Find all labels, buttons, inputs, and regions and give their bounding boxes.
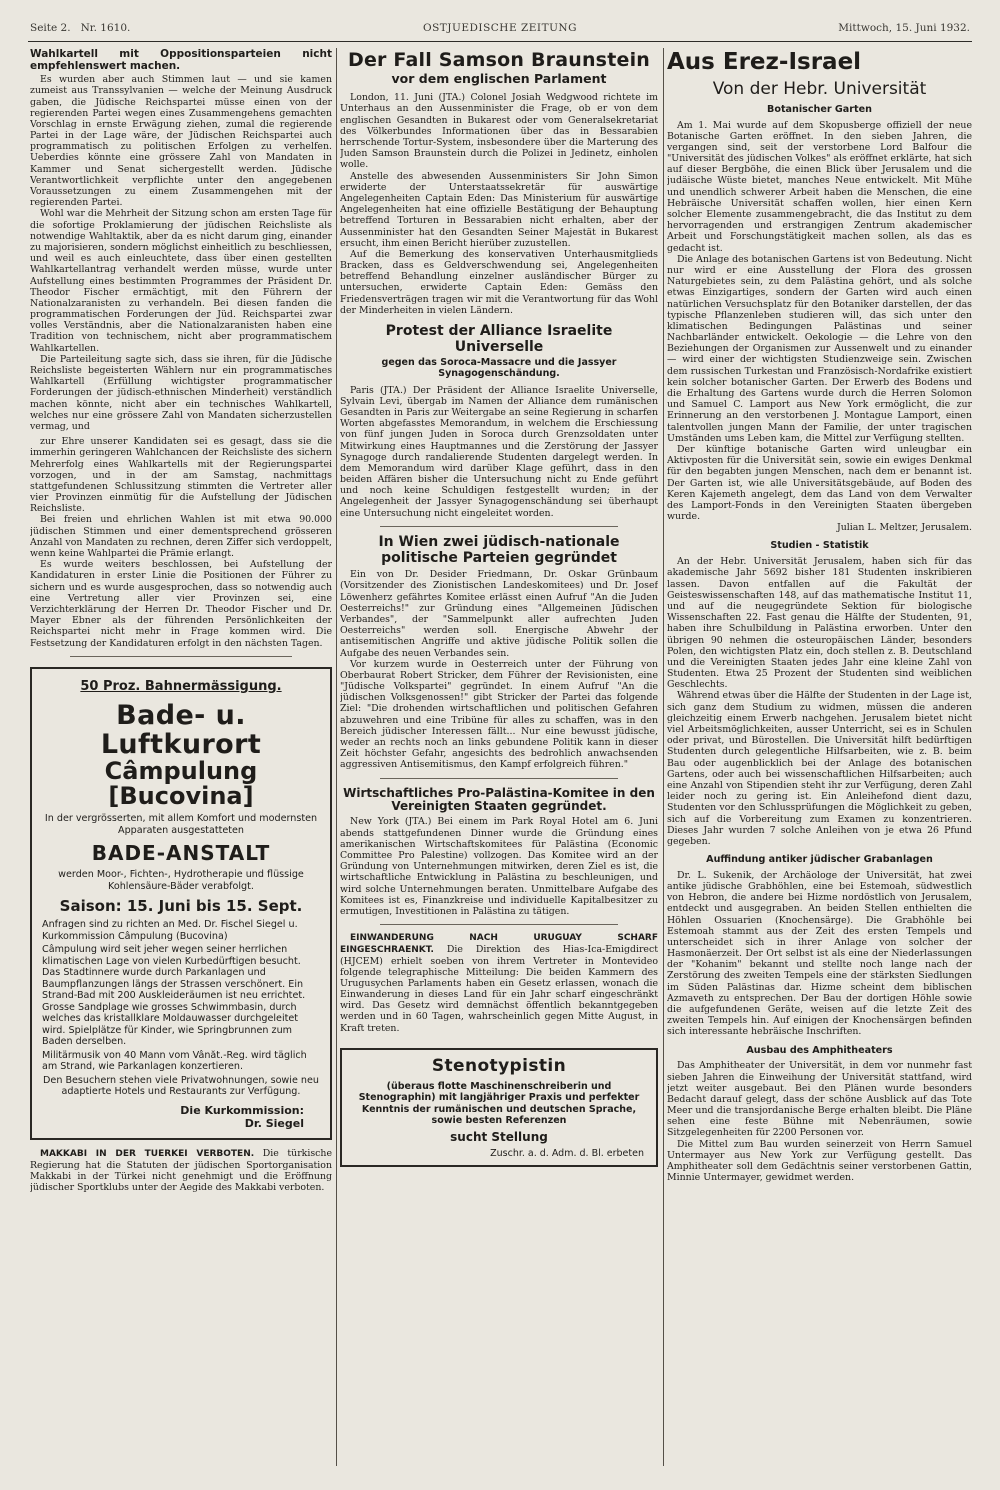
paragraph: Das Amphitheater der Universität, in dem vor nunmehr fast sieben Jahren die Einweihung der Universität stattfand, wird jetzt weiter ausgebaut. Bei den Plänen wurde besonders Bedacht darauf gelegt, dass der schöne Ausblick auf das Tote Meer und die transjordanische Berge erhalten bleibt. Die Pläne sehen eine feste Bühne mit Nebenräumen, sowie Sitzgelegenheiten für 2200 Personen vor. [667, 1060, 972, 1139]
ad-music: Militärmusik von 40 Mann vom Vânăt.-Reg. wird täglich am Strand, wie Parkanlagen konzertieren. [42, 1049, 307, 1073]
divider [380, 924, 618, 925]
column-middle [340, 48, 658, 1478]
article-subtitle: vor dem englischen Parlament [391, 71, 607, 87]
ad-inquiries: Anfragen sind zu richten an Med. Dr. Fischel Siegel u. Kurkommission Câmpulung (Bucovina) [42, 919, 298, 942]
paragraph: Es wurden aber auch Stimmen laut — und sie kamen zumeist aus Transsylvanien — welche der Meinung Ausdruck gaben, die Jüdische Reichspartei müsse einen von der regierenden Partei wegen eines Zusammengehens gemachten Vorschlag in ernste Erwägung ziehen, zumal die regierende Partei in der Lage wäre, der Jüdischen Reichspartei auch programmatisch zu politischen Erfolgen zu verhelfen. Ueberdies könnte eine grössere Zahl von Mandaten in Kammer und Senat sichergestellt werden. Jüdische Verantwortlichkeit verpflichte unter den angegebenen Voraussetzungen zu einem Zusammengehen mit der regierenden Partei. [30, 74, 332, 209]
column-divider [336, 48, 337, 1466]
ad-signature-label: Die Kurkommission: [180, 1103, 304, 1117]
uruguay-notice [340, 932, 658, 1034]
paragraph: Es wurde weiters beschlossen, bei Aufstellung der Kandidaturen in erster Linie die Positionen der Führer zu sichern und es wurde ausgesprochen, dass so notwendig auch eine Vertretung aller vier Provinzen sei, eine Verzichterklärung der Herren Dr. Theodor Fischer und Dr. Mayer Ebner als der führenden Persönlichkeiten der Reichspartei nicht mehr in Frage kommen wird. Die Festsetzung der Kandidaturen erfolgt in den nächsten Tagen. [30, 559, 332, 649]
paragraph: Der künftige botanische Garten wird unleugbar ein Aktivposten für die Universität sein, sowie ein ewiges Denkmal für den begabten jungen Menschen, nach dem er benannt ist. Der Garten ist, wie alle Universitätsgebäude, auf Boden des Keren Kajemeth angelegt, dem das Land von dem Verwalter des Lamport-Fonds in den Vereinigten Staaten übergeben wurde. [667, 443, 972, 523]
divider [380, 526, 618, 527]
paragraph: Paris (JTA.) Der Präsident der Alliance Israelite Universelle, Sylvain Levi, übergab im Namen der Alliance dem rumänischen Gesandten in Paris zur Weitergabe an seine Regierung in scharfen Worten abgefasstes Memorandum, in welchem die Erschiessung von fünf jungen Juden in Soroca durch Grenzsoldaten unter Mitwirkung eines Hauptmannes und die Zerstörung der Jassyer Synagoge durch randalierende Studenten dargelegt werden. In dem Memorandum wird darüber Klage geführt, dass in den beiden Affären bisher die Untersuchung nicht zu Ende geführt und noch keine Schuldigen festgestellt wurden; in der Angelegenheit der Jassyer Synagogenschändung sei überhaupt eine Untersuchung nicht eingeleitet worden. [340, 384, 658, 519]
page-number: Seite 2. Nr. 1610. [30, 22, 131, 34]
section-subheading: gegen das Soroca-Massacre und die Jassyer Synagogenschändung. [381, 357, 617, 379]
page-header [30, 18, 970, 38]
article-heading: Wahlkartell mit Oppositionsparteien nicht empfehlenswert machen. [30, 48, 332, 73]
ad-discount: 50 Proz. Bahnermässigung. [80, 678, 282, 694]
issue-date: Mittwoch, 15. Juni 1932. [838, 22, 970, 34]
ad-signature: Dr. Siegel [244, 1117, 304, 1131]
ad-season: Saison: 15. Juni bis 15. Sept. [59, 897, 303, 916]
section-heading: Wirtschaftliches Pro-Palästina-Komitee in den Vereinigten Staaten gegründet. [343, 785, 655, 814]
paragraph: London, 11. Juni (JTA.) Colonel Josiah Wedgwood richtete im Unterhaus an den Aussenminister die Frage, ob er von dem englischen Gesandten in Bukarest oder vom Generalsekretariat des Völkerbundes Informationen über das in Bessarabien herrschende Tortur-System, insbesondere über die Marterung des Juden Samson Braunstein durch die Polizei in Jedinetz, einholen wolle. [340, 92, 658, 171]
paragraph: Die Mittel zum Bau wurden seinerzeit von Herrn Samuel Untermayer aus New York zur Verfügung gestellt. Das Amphitheater soll dem Gedächtnis seiner verstorbenen Gattin, Minnie Untermayer, gewidmet werden. [667, 1138, 972, 1184]
section-heading: Protest der Alliance Israelite Universelle [385, 323, 613, 355]
article-subtitle: Von der Hebr. Universität [712, 78, 927, 99]
ad-contact: Zuschr. a. d. Adm. d. Bl. erbeten [490, 1147, 644, 1159]
paragraph: Bei freien und ehrlichen Wahlen ist mit etwa 90.000 jüdischen Stimmen und einer dementsprechend grösseren Anzahl von Mandaten zu rechnen, deren Ziffer sich verdoppelt, wenn keine Wahlpartei die Prämie erlangt. [30, 514, 332, 559]
section-heading: In Wien zwei jüdisch-nationale politische Parteien gegründet [378, 533, 620, 566]
advertisement-spa [30, 667, 332, 1141]
section-heading: Botanischer Garten [767, 103, 872, 115]
ad-title: Stenotypistin [431, 1055, 567, 1076]
column-divider [663, 48, 664, 1466]
section-heading: Studien - Statistik [770, 540, 869, 552]
paragraph: Die Parteileitung sagte sich, dass sie ihren, für die Jüdische Reichsliste begeisterten Wählern nur ein programmatisches Wahlkartell (Erfüllung wichtigster programmatischer Forderungen der jüdisch-ethnischen Minderheit) verständlich machen könnte, nicht aber ein technisches Wahlkartell, welches nur eine grössere Zahl von Mandaten sicherzustellen vermag, und [30, 353, 332, 432]
author-credit: Julian L. Meltzer, Jerusalem. [836, 522, 972, 534]
section-heading: Auffindung antiker jüdischer Grabanlagen [706, 854, 933, 866]
makkabi-notice [30, 1148, 332, 1193]
ad-intro: In der vergrösserten, mit allem Komfort und modernsten Apparaten ausgestatteten [44, 813, 318, 836]
paragraph: Ein von Dr. Desider Friedmann, Dr. Oskar Grünbaum (Vorsitzender des Zionistischen Landeskomitees) und Dr. Josef Löwenherz gefährtes Komitee erlässt einen Aufruf "An die Juden Oesterreichs!" zur Gründung eines "Allgemeinen Jüdischen Verbandes", der "Sammelpunkt aller aufrechten Juden Oesterreichs" werden soll. Energische Abwehr der antisemitischen Angriffe und aktive jüdische Politik sollen die Aufgabe des neuen Verbandes sein. [340, 569, 658, 659]
paragraph: zur Ehre unserer Kandidaten sei es gesagt, dass sie die immerhin geringeren Wahlchancen der Reichsliste des sichern Mehrerfolg eines Wahlkartells mit der Regierungspartei vorzogen, und in der am Samstag, nachmittags stattgefundenen Schlussitzung stimmten die Vertreter aller vier Provinzen einmütig für die Aufstellung der Jüdischen Reichsliste. [30, 436, 332, 515]
ad-cta: sucht Stellung [450, 1129, 548, 1144]
paragraph: Die Anlage des botanischen Gartens ist von Bedeutung. Nicht nur wird er eine Ausstellung der Flora des grossen Naturgebietes sein, zu dem Palästina gehört, und als solche etwas Einzigartiges, sondern der Garten wird auch einen natürlichen Versuchsplatz für den Botaniker darstellen, der das typische Pflanzenleben studieren will, das sich unter den klimatischen Bedingungen Palästinas und seiner Nachbarländer entwickelt. Oekologie — die Lehre von den Beziehungen der Organismen zur Aussenwelt und zu einander — wird einer der wichtigsten Studienzweige sein. Zwischen dem russischen Turkestan und Französisch-Nordafrike existiert kein solcher botanischer Garten. Der Erwerb des Bodens und die Erhaltung des Gartens wurde durch die Herren Solomon und Samuel C. Lamport aus New York ermöglicht, die zur Erinnerung an den verstorbenen J. Montague Lamport, einen talentvollen jungen Mann der Familie, der unter tragischen Umständen ums Leben kam, die Mittel zur Verfügung stellten. [667, 253, 972, 444]
advertisement-stenotypist [340, 1048, 658, 1167]
ad-body: Câmpulung wird seit jeher wegen seiner herrlichen klimatischen Lage von vielen Kurbedürftigen besucht. Das Stadtinnere wurde durch Parkanlagen und Baumpflanzungen längs der Strassen verschönert. Ein Strand-Bad mit 200 Auskleideräumen ist neu errichtet. Grosse Sandplage wie grosses Schwimmbasin, durch welches das kristallklare Moldauwasser durchgeleitet wird. Spielplätze für Kinder, wie Springbrunnen zum Baden derselben. [42, 944, 306, 1048]
paragraph: Dr. L. Sukenik, der Archäologe der Universität, hat zwei antike jüdische Grabhöhlen, eine bei Estemoah, südwestlich von Hebron, die andere bei Hizme nordöstlich von Jerusalem, entdeckt und ausgegraben. An beiden Stellen enthielten die Höhlen Ossuarien (Knochensärge). Die Grabhöhle bei Estemoah stammt aus der Zeit des ersten Tempels und unterscheidet sich in ihrer Anlage von solcher der Hasmonäerzeit. Der Ort selbst ist als eine der Niederlassungen der "Kohanim" bekannt und stellte noch lange nach der Zerstörung des zweiten Tempels eine der stärksten Siedlungen im Süden Palästinas dar. Hizme scheint dem biblischen Azmaveth zu entsprechen. Der Bau der dortigen Höhle sowie die aufgefundenen Geräte, weisen auf die letzte Zeit des zweiten Tempels hin. Auf einigen der Knochensärgen befinden sich interessante hebräische Inschriften. [667, 869, 972, 1038]
ad-baths: werden Moor-, Fichten-, Hydrotherapie und flüssige Kohlensäure-Bäder verabfolgt. [58, 869, 304, 892]
masthead: OSTJUEDISCHE ZEITUNG [422, 22, 578, 34]
ad-town: Câmpulung [Bucovina] [104, 756, 258, 811]
makkabi-title: MAKKABI IN DER TUERKEI VERBOTEN. [40, 1149, 255, 1160]
paragraph: Während etwas über die Hälfte der Studenten in der Lage ist, sich ganz dem Studium zu widmen, müssen die anderen gleichzeitig einem Erwerb nachgehen. Jerusalem bietet nicht viel Arbeitsmöglichkeiten, ausser Unterricht, sei es in Schulen oder privat, und Bürostellen. Die Universität hilft bedürftigen Studenten durch gelegentliche Hilfsarbeiten, wie z. B. beim Bau oder augenblicklich bei der Anlage des botanischen Gartens, oder auch bei wissenschaftlichen Hilfsarbeiten; auch eine Anzahl von Stipendien steht ihr zur Verfügung, deren Zahl leider noch zu gering ist. Ein Anleihefond dient dazu, Studenten vor den Schlussprüfungen die Möglichkeit zu geben, sich auf die Vorbereitung zum Examen zu konzentrieren. Dieses Jahr wurden 7 solche Anleihen von je etwa 26 Pfund gegeben. [667, 690, 972, 847]
column-left [30, 48, 332, 1478]
article-title: Der Fall Samson Braunstein [347, 49, 651, 71]
ad-resort-title: Bade- u. Luftkurort [100, 700, 262, 760]
section-heading: Ausbau des Amphitheaters [746, 1044, 893, 1056]
ad-text: (überaus flotte Maschinenschreiberin und Stenographin) mit langjähriger Praxis und perfekter Kenntnis der rumänischen und deutschen Sprache, sowie besten Referenzen [358, 1080, 640, 1127]
paragraph: New York (JTA.) Bei einem im Park Royal Hotel am 6. Juni abends stattgefundenen Dinner wurde die Gründung eines amerikanischen Wirtschaftskomitees für Palästina (Economic Committee Pro Palestine) vollzogen. Das Komitee wird an der Gründung von Unternehmungen mitwirken, deren Ziel es ist, die wirtschaftliche Entwicklung in Palästina zu beschleunigen, und wird solche Unternehmungen beraten. Unmittelbare Aufgabe des Komitees ist es, Finanzkreise und individuelle Kapitalbesitzer zu ermutigen, Investitionen in Palästina zu tätigen. [340, 816, 658, 917]
divider [70, 656, 292, 657]
paragraph: Anstelle des abwesenden Aussenministers Sir John Simon erwiderte der Unterstaatssekretär für auswärtige Angelegenheiten Captain Eden: Das Ministerium für auswärtige Angelegenheiten hat eine offizielle Bestätigung der Behauptung betreffend Torturen in Bessarabien nicht erhalten, aber der Aussenminister hat den Gesandten Seiner Majestät in Bukarest ersucht, ihm einen Bericht hierüber zuzustellen. [340, 170, 658, 249]
ad-facility: BADE-ANSTALT [91, 841, 271, 866]
uruguay-text: Die Direktion des Hias-Ica-Emigdirect (HJCEM) erhielt soeben von ihrem Vertreter in Montevideo folgende telegraphische Mitteilung: Die beiden Kammern des Urugusychen Parlaments haben ein Gesetz erlassen, wonach die Einwanderung in dieses Land für ein Jahr scharf eingeschränkt wird. Das Gesetz wird demnächst öffentlich bekanntgegeben werden und in 60 Tagen, wahrscheinlich gegen Mitte August, in Kraft treten. [340, 943, 658, 1034]
paragraph: Am 1. Mai wurde auf dem Skopusberge offiziell der neue Botanische Garten eröffnet. In den sieben Jahren, die vergangen sind, seit der verstorbene Lord Balfour die "Universität des jüdischen Volkes" als eröffnet erklärte, hat sich auf dieser Bergböhe, die einen Blick über Jerusalem und die judäische Wüste bietet, manches Neue entwickelt. Mit Mühe und unendlich schwerer Arbeit haben die Menschen, die eine Hebräische Universität schaffen wollen, hier einen Kern solcher Elemente zusammengebracht, die das Institut zu dem hervorragenden und erstrangigen Zentrum akademischer Arbeit und Forschungstätigkeit machen sollen, als das es gedacht ist. [667, 119, 972, 254]
column-right [667, 48, 972, 1478]
paragraph: Auf die Bemerkung des konservativen Unterhausmitglieds Bracken, dass es Geldverschwendung sei, Angelegenheiten betreffend Behandlung einzelner ausländischer Bürger zu untersuchen, erwiderte Captain Eden: Gemäss den Friedensverträgen tragen wir mit die Verantwortung für das Wohl der Minderheiten in vielen Ländern. [340, 248, 658, 316]
makkabi-text: Die türkische Regierung hat die Statuten der jüdischen Sportorganisation Makkabi in der Türkei nicht genehmigt und die Eröffnung jüdischer Sportklubs unter der Aegide des Makkabi verboten. [30, 1148, 332, 1194]
paragraph: An der Hebr. Universität Jerusalem, haben sich für das akademische Jahr 5692 bisher 181 Studenten inskribieren lassen. Davon entfallen auf die Fakultät der Geisteswissenschaften 148, auf das mathematische Institut 11, und auf die neugegründete Sektion für biologische Wissenschaften 22. Fast genau die Hälfte der Studenten, 91, haben ihre Schulbildung in Palästina erworben. Unter den übrigen 90 nehmen die osteuropäischen Länder, besonders Polen, den wichtigsten Platz ein, doch stellen z. B. Deutschland und die Vereinigten Staaten jedes Jahr eine kleine Zahl von Studenten. Etwa 25 Prozent der Studenten sind weiblichen Geschlechts. [667, 556, 972, 691]
paragraph: Vor kurzem wurde in Oesterreich unter der Führung von Oberbaurat Robert Stricker, dem Führer der Revisionisten, eine "Jüdische Volkspartei" gegründet. In einem Aufruf "An die jüdischen Volksgenossen!" gibt Stricker der Partei das folgende Ziel: "Die drohenden wirtschaftlichen und politischen Gefahren abzuwehren und eine Tribüne für alles zu schaffen, was in den Bereich jüdischer Interessen fällt... Nur eine bewusst jüdische, weder an rechts noch an links gebundene Politik kann in dieser Zeit höchster Gefahr, angesichts des bedrohlich anwachsenden aggressiven Antisemitismus, den Kampf erfolgreich führen." [340, 658, 658, 771]
paragraph: Wohl war die Mehrheit der Sitzung schon am ersten Tage für die sofortige Proklamierung der jüdischen Reichsliste als notwendige Wahltaktik, aber da es nicht darum ging, einander zu majorisieren, sondern möglichst einheitlich zu beschliessen, und weil es auch einleuchtete, dass über einen gestellten Wahlkartellantrag verhandelt werden müsse, wurde unter Aufstellung eines bestimmten Programmes der Präsident Dr. Theodor Fischer ermächtigt, mit den Führern der Nationalzaranisten zu verhandeln. Bei diesen fanden die programmatischen Forderungen der Jüd. Reichspartei zwar volles Verständnis, aber die Nationalzaranisten haben eine Tradition von technischem, nicht aber programmatischem Wahlkartellen. [30, 208, 332, 354]
header-rule [28, 41, 972, 42]
divider [380, 778, 618, 779]
uruguay-title: EINWANDERUNG NACH URUGUAY SCHARF EINGESCHRAENKT. [340, 933, 658, 955]
article-title: Aus Erez-Israel [667, 49, 862, 75]
ad-visitors: Den Besuchern stehen viele Privatwohnungen, sowie neu adaptierte Hotels und Restaurants zur Verfügung. [43, 1074, 319, 1098]
